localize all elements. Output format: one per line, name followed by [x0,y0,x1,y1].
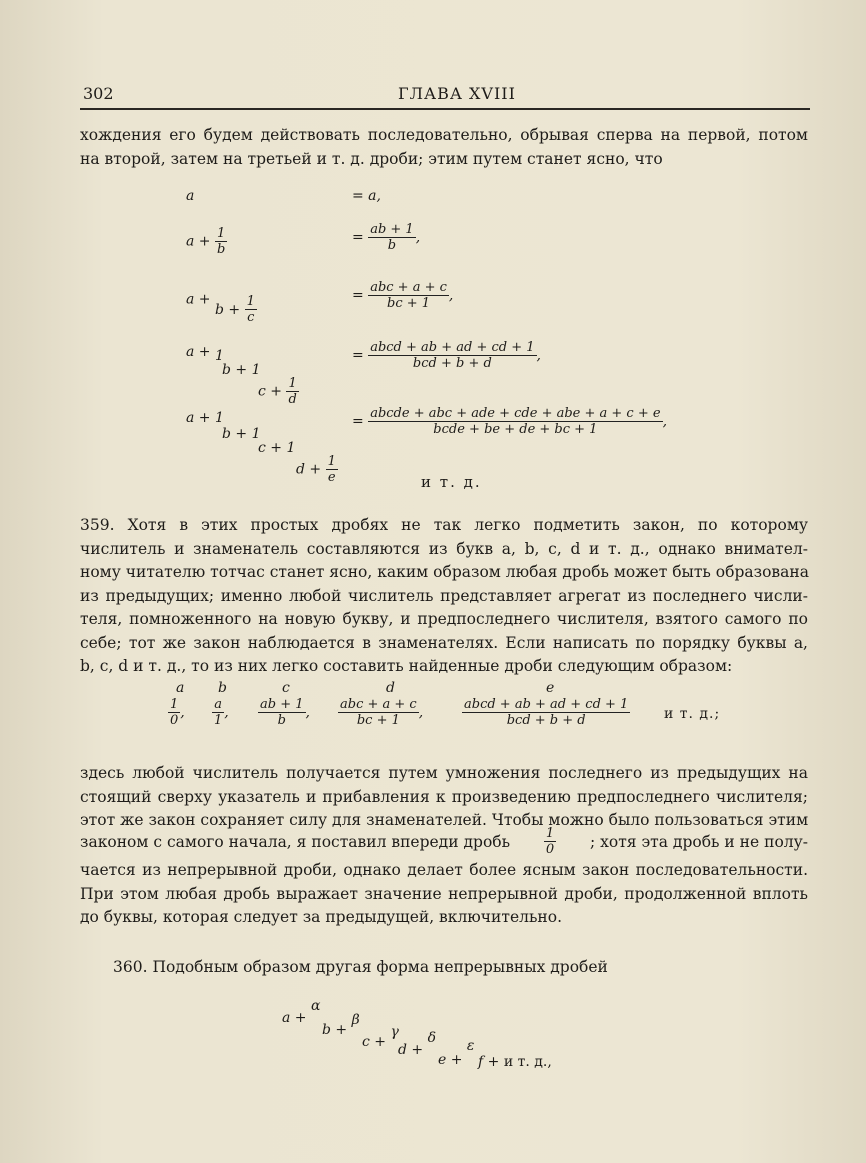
fraction-abc-over-bc: abc + a + c bc + 1 , [340,697,424,728]
paragraph-359 [80,514,808,679]
text-line: хождения его будем действовать последовательно, обрывая сперва на первой, потом [80,126,808,144]
convergent-4-lhs-c: c + $\frac{1}{d}$ [258,376,297,407]
index-letter: b [218,680,227,696]
convergent-4-lhs: a + 1 [186,344,224,364]
convergent-3-rhs: = abc + a + c bc + 1 , [352,280,454,311]
cf-f: f + и т. д., [478,1054,552,1070]
text-line: себе; тот же закон наблюдается в знаменателях. Если написать по порядку буквы a, [80,633,808,652]
etc-label: и т. д.; [664,706,721,722]
text-line: 359. Хотя в этих простых дробях не так легко подметить закон, по которому [80,516,808,534]
convergent-2-lhs: a + $\frac{1}{b}$ [186,226,226,257]
convergent-1-rhs: = a, [352,188,381,204]
convergent-1-lhs: a [186,188,195,204]
index-letter: a [176,680,185,696]
text-line: b, c, d и т. д., то из них легко составить найденные дроби следующим образом: [80,657,733,675]
convergent-2-rhs: = $\frac{ab + 1}{b}$ , [352,222,421,253]
paragraph-after [80,762,808,833]
cf-d: d + δ [398,1030,437,1058]
convergent-5-lhs-d: d + $\frac{1}{e}$ [296,454,336,485]
paragraph-after-2 [80,859,808,930]
fraction-abcd-over-bcd: abcd + ab + ad + cd + 1 bcd + b + d [464,697,629,728]
etc-label: и т. д. [421,473,482,491]
text-line: чается из непрерывной дроби, однако делает более ясным закон последовательности. [80,861,808,879]
cf-e: e + ε [438,1038,475,1068]
text-line: теля, помноженного на новую букву, и предпоследнего числителя, взятого самого по [80,610,808,628]
text-line-with-fraction: законом с самого начала, я поставил впереди дробь 1 0 ; хотя эта дробь и не полу- [80,826,808,857]
text-line: этот же закон сохраняет силу для знаменателей. Чтобы можно было пользоваться этим [80,811,809,829]
cf-a: a + α [282,998,321,1026]
fraction-ab1-over-b: $\frac{ab + 1}{b}$ , [260,697,310,728]
text-line: При этом любая дробь выражает значение непрерывной дроби, продолженной вплоть [80,884,808,903]
inline-fraction: 1 0 [545,826,555,857]
header-rule [80,108,810,110]
convergent-4-rhs: = abcd + ab + ad + cd + 1 bcd + b + d , [352,340,541,371]
paragraph-360: 360. Подобным образом другая форма непрерывных дробей [113,958,608,976]
convergent-5-rhs: = abcde + abc + ade + cde + abe + a + c + e bcde + be + de + bc + 1 , [352,406,668,437]
fraction-a-over-1: $\frac{a}{1}$ , [214,697,229,728]
convergent-5-lhs-c: c + 1 [258,440,296,456]
intro-paragraph [80,124,808,171]
text-line: на второй, затем на третьей и т. д. дроби; этим путем станет ясно, что [80,149,663,168]
cf-c: c + γ [362,1024,399,1050]
text-line: числитель и знаменатель составляются из букв a, b, c, d и т. д., однако внимател- [80,539,808,558]
page-number: 302 [83,84,114,103]
cf-b: b + β [322,1012,360,1038]
chapter-title: ГЛАВА XVIII [398,84,516,103]
convergent-5-lhs-a: a + 1 [186,410,224,426]
index-letter: c [282,680,290,696]
text-line: ному читателю тотчас станет ясно, каким образом любая дробь может быть образована [80,563,809,581]
index-letter: e [546,680,555,696]
text-line: здесь любой числитель получается путем умножения последнего из предыдущих на [80,764,808,782]
convergent-5-lhs-b: b + 1 [222,426,261,442]
text-line: стоящий сверху указатель и прибавления к произведению предпоследнего числителя; [80,787,808,806]
fraction-1-over-0: $\frac{1}{0}$ , [170,697,185,728]
index-letter: d [386,680,395,696]
convergent-3-lhs: a + b + $\frac{1}{c}$ [186,291,255,325]
text-line: до буквы, которая следует за предыдущей, включительно. [80,908,563,926]
convergent-4-lhs-b: b + 1 [222,362,261,378]
text-line: из предыдущих; именно любой числитель представляет агрегат из последнего числи- [80,586,808,605]
